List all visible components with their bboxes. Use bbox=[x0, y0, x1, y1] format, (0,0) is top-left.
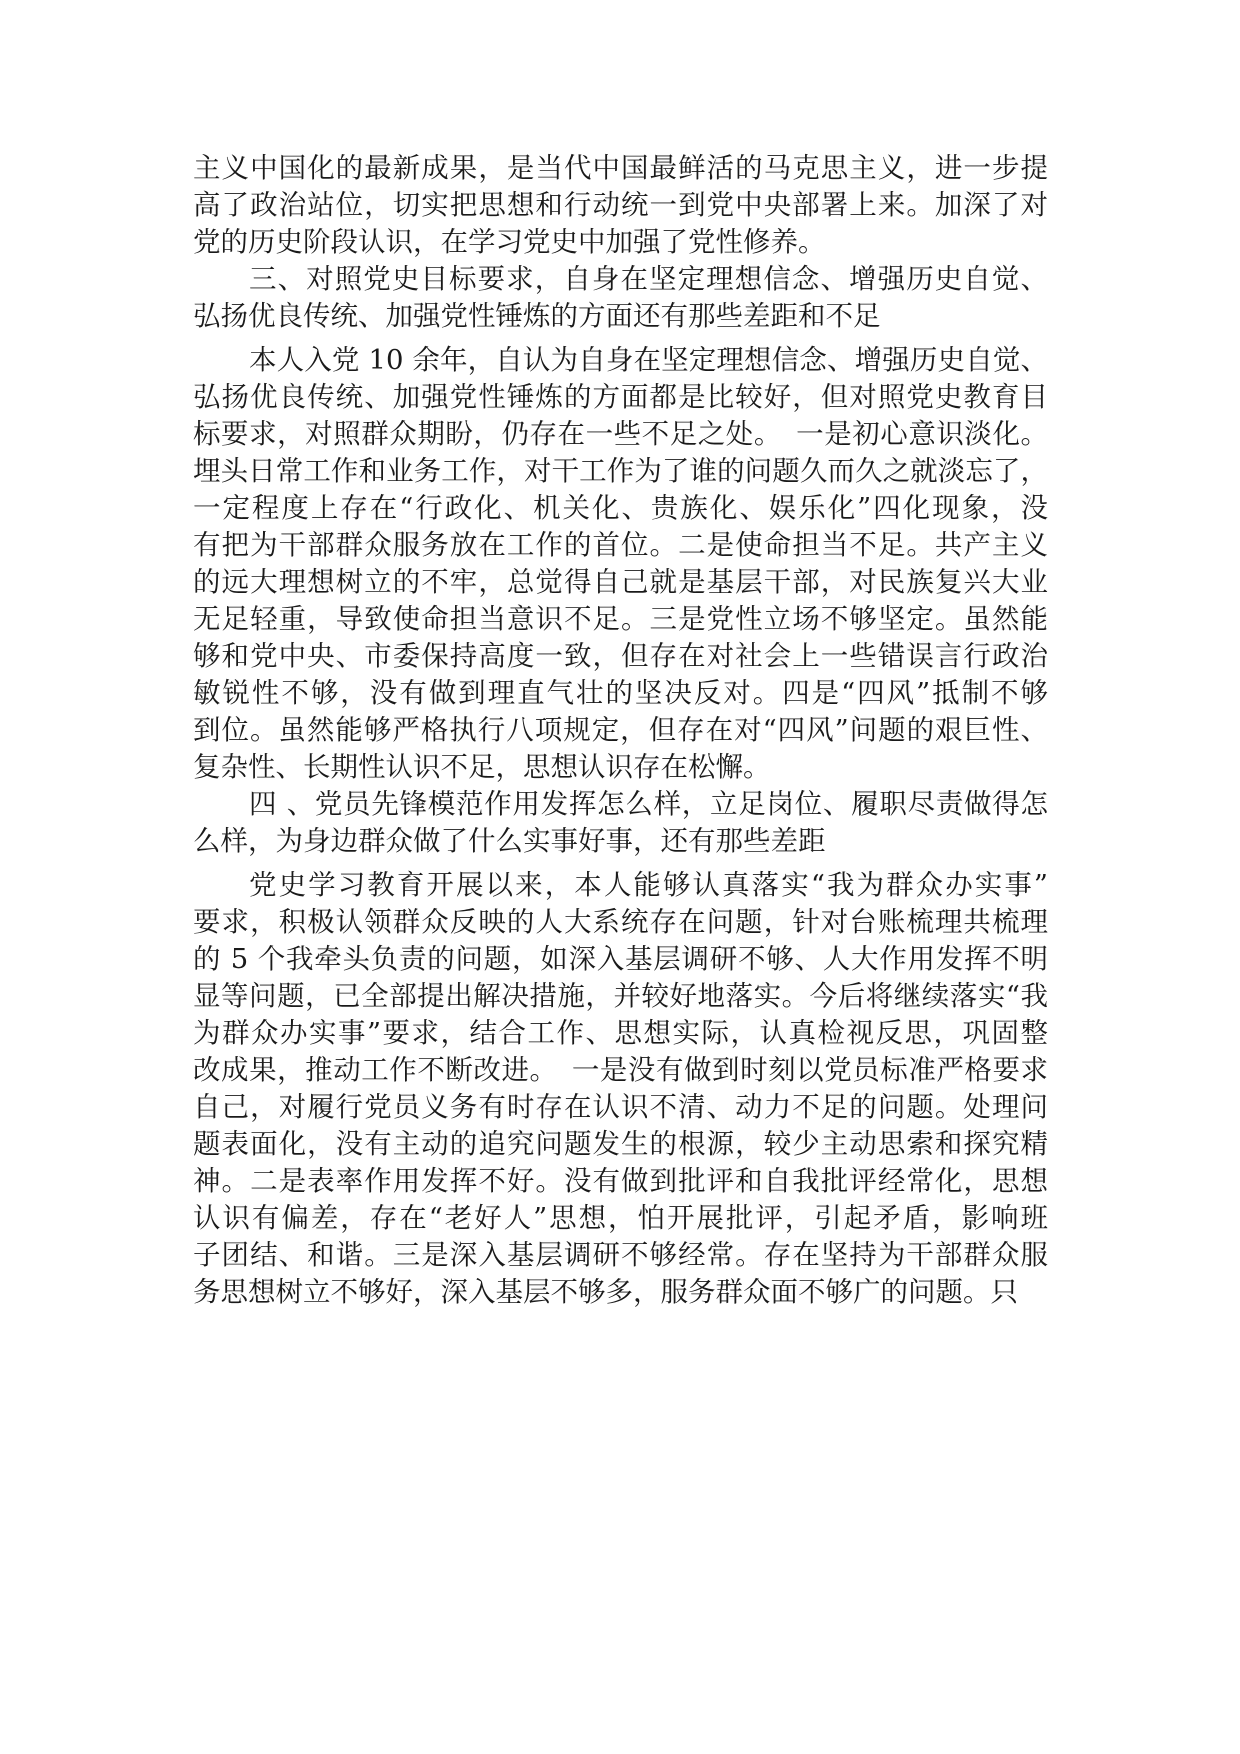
section-heading bbox=[193, 261, 1048, 335]
text-line: 弘扬优良传统、加强党性锤炼的方面还有那些差距和不足 bbox=[193, 300, 881, 332]
text-line: 的 5 个我牵头负责的问题，如深入基层调研不够、人大作用发挥不明 bbox=[193, 943, 1048, 975]
text-line: 神。二是表率作用发挥不好。没有做到批评和自我批评经常化，思想 bbox=[193, 1165, 1048, 1197]
text-line: 无足轻重，导致使命担当意识不足。三是党性立场不够坚定。虽然能 bbox=[193, 603, 1048, 635]
spacer bbox=[193, 335, 1048, 342]
text-line: 一定程度上存在“行政化、机关化、贵族化、娱乐化”四化现象，没 bbox=[193, 492, 1048, 524]
text-line: 复杂性、长期性认识不足，思想认识存在松懈。 bbox=[193, 751, 771, 783]
text-line: 子团结、和谐。三是深入基层调研不够经常。存在坚持为干部群众服 bbox=[193, 1239, 1048, 1271]
paragraph bbox=[193, 342, 1048, 786]
text-line: 为群众办实事”要求，结合工作、思想实际，认真检视反思，巩固整 bbox=[193, 1017, 1048, 1049]
text-line: 敏锐性不够，没有做到理直气壮的坚决反对。四是“四风”抵制不够 bbox=[193, 677, 1048, 709]
text-line: 有把为干部群众服务放在工作的首位。二是使命担当不足。共产主义 bbox=[193, 529, 1048, 561]
text-line: 标要求，对照群众期盼，仍存在一些不足之处。 一是初心意识淡化。 bbox=[193, 418, 1048, 450]
text-line: 要求，积极认领群众反映的人大系统存在问题，针对台账梳理共梳理 bbox=[193, 906, 1048, 938]
paragraph bbox=[193, 867, 1048, 1311]
text-line: 么样，为身边群众做了什么实事好事，还有那些差距 bbox=[193, 825, 826, 857]
text-line: 党史学习教育开展以来，本人能够认真落实“我为群众办实事” bbox=[249, 869, 1048, 901]
text-line: 的远大理想树立的不牢，总觉得自己就是基层干部，对民族复兴大业 bbox=[193, 566, 1048, 598]
text-line: 务思想树立不够好，深入基层不够多，服务群众面不够广的问题。只 bbox=[193, 1276, 1018, 1308]
text-line: 到位。虽然能够严格执行八项规定，但存在对“四风”问题的艰巨性、 bbox=[193, 714, 1048, 746]
text-line: 弘扬优良传统、加强党性锤炼的方面都是比较好，但对照党史教育目 bbox=[193, 381, 1048, 413]
spacer bbox=[193, 860, 1048, 867]
text-line: 埋头日常工作和业务工作，对干工作为了谁的问题久而久之就淡忘了， bbox=[193, 455, 1048, 487]
paragraph bbox=[193, 150, 1048, 261]
document-body bbox=[193, 150, 1048, 1311]
text-line: 改成果，推动工作不断改进。 一是没有做到时刻以党员标准严格要求 bbox=[193, 1054, 1048, 1086]
text-line: 够和党中央、市委保持高度一致，但存在对社会上一些错误言行政治 bbox=[193, 640, 1048, 672]
text-line: 题表面化，没有主动的追究问题发生的根源，较少主动思索和探究精 bbox=[193, 1128, 1048, 1160]
text-line: 四 、党员先锋模范作用发挥怎么样，立足岗位、履职尽责做得怎 bbox=[249, 788, 1048, 820]
text-line: 高了政治站位，切实把思想和行动统一到党中央部署上来。加深了对 bbox=[193, 189, 1048, 221]
text-line: 主义中国化的最新成果，是当代中国最鲜活的马克思主义，进一步提 bbox=[193, 152, 1048, 184]
text-line: 自己，对履行党员义务有时存在认识不清、动力不足的问题。处理问 bbox=[193, 1091, 1048, 1123]
text-line: 本人入党 10 余年，自认为自身在坚定理想信念、增强历史自觉、 bbox=[249, 344, 1048, 376]
text-line: 三、对照党史目标要求，自身在坚定理想信念、增强历史自觉、 bbox=[249, 263, 1048, 295]
text-line: 党的历史阶段认识，在学习党史中加强了党性修养。 bbox=[193, 226, 826, 258]
text-line: 认识有偏差，存在“老好人”思想，怕开展批评，引起矛盾，影响班 bbox=[193, 1202, 1048, 1234]
text-line: 显等问题，已全部提出解决措施，并较好地落实。今后将继续落实“我 bbox=[193, 980, 1048, 1012]
section-heading bbox=[193, 786, 1048, 860]
